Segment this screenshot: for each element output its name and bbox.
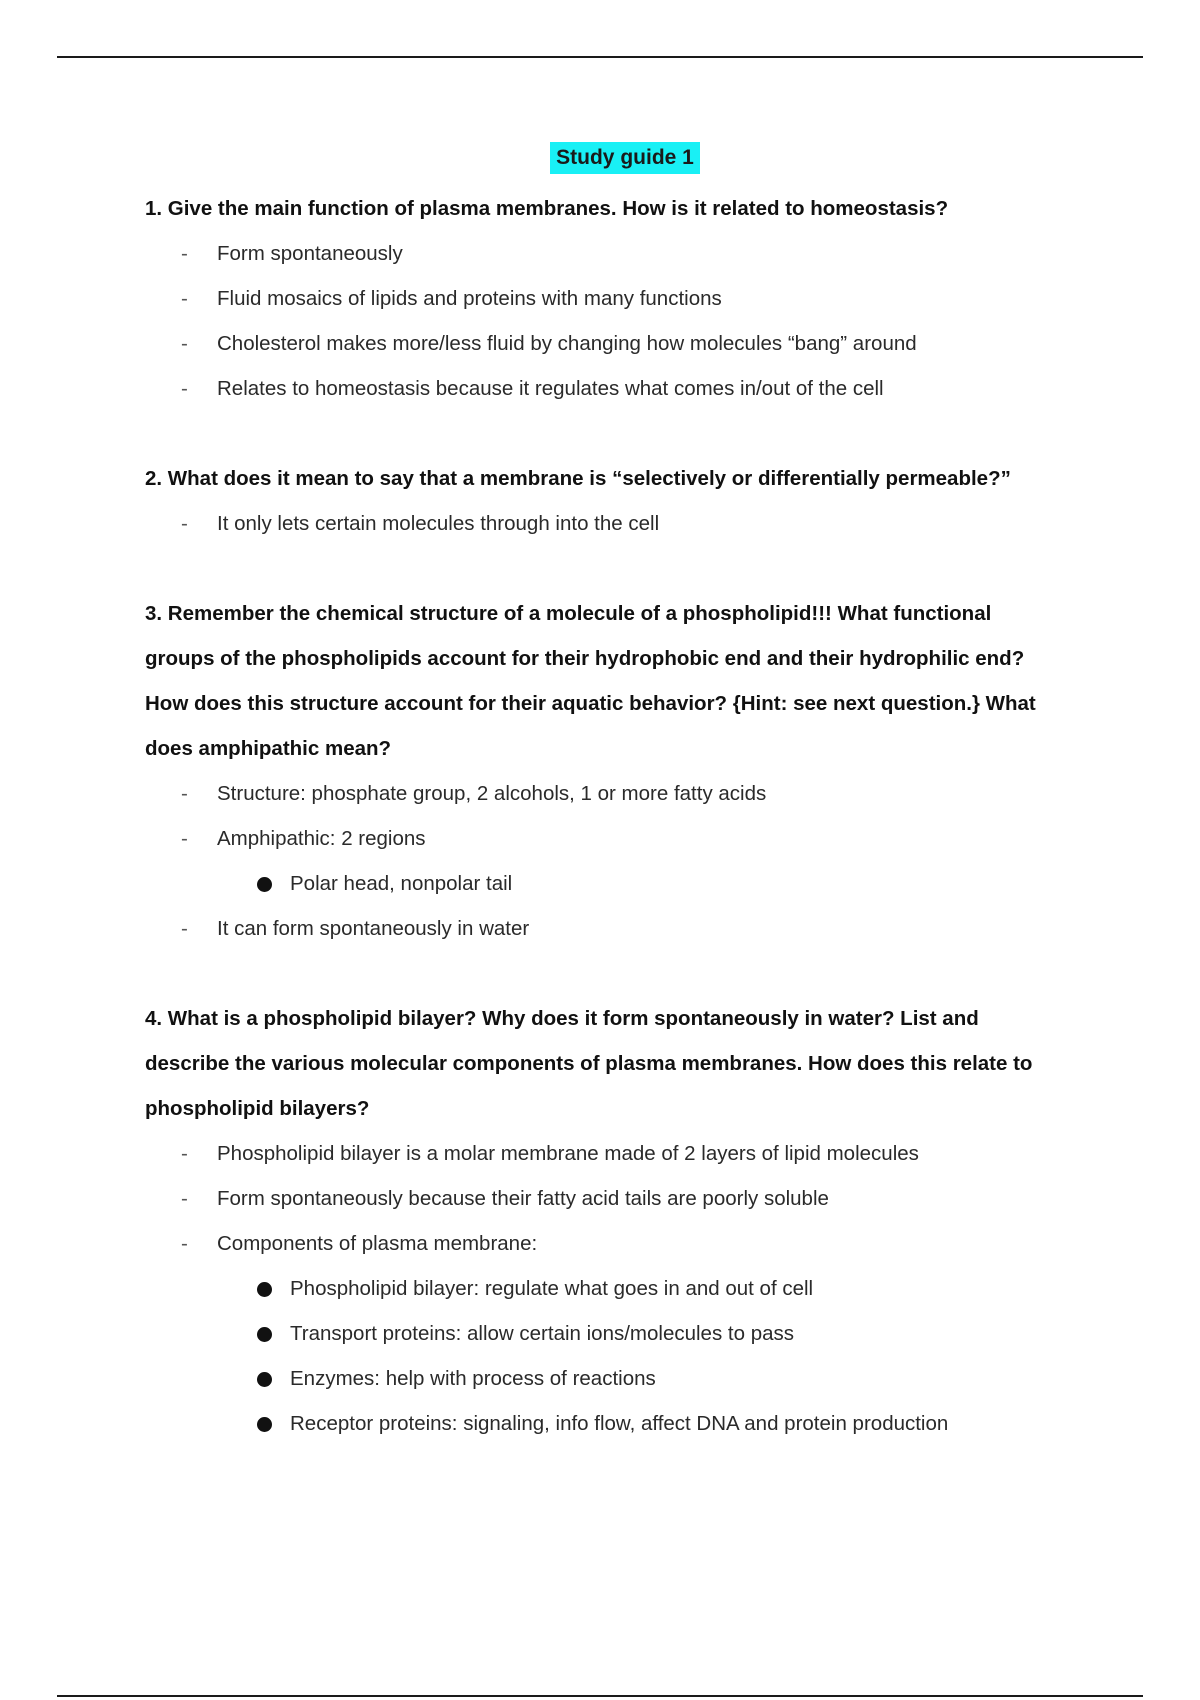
list-item (145, 1131, 1105, 1176)
question-4-line-2: describe the various molecular components of plasma membranes. How does this relate to (145, 1052, 1033, 1075)
list-item-text: Receptor proteins: signaling, info flow, affect DNA and protein production (290, 1412, 949, 1435)
answer-list-2 (145, 501, 1105, 546)
bottom-rule (57, 1695, 1143, 1697)
question-3-line-4: does amphipathic mean? (145, 737, 392, 760)
dash-marker: - (181, 827, 188, 850)
title-wrap (145, 142, 1105, 178)
question-2: 2. What does it mean to say that a membrane is “selectively or differentially permeable?” (145, 467, 1011, 490)
dash-marker: - (181, 782, 188, 805)
list-item (145, 501, 1105, 546)
list-item-text: Polar head, nonpolar tail (290, 872, 513, 895)
page-title: Study guide 1 (550, 142, 700, 174)
question-1: 1. Give the main function of plasma membranes. How is it related to homeostasis? (145, 197, 949, 220)
question-3-line-1: 3. Remember the chemical structure of a molecule of a phospholipid!!! What functional (145, 602, 992, 625)
sub-list-item (145, 1266, 1105, 1311)
list-item (145, 771, 1105, 816)
list-item-text: Phospholipid bilayer: regulate what goes in and out of cell (290, 1277, 814, 1300)
list-item-text: Transport proteins: allow certain ions/molecules to pass (290, 1322, 795, 1345)
sub-list-item (145, 861, 1105, 906)
question-3-line-2: groups of the phospholipids account for their hydrophobic end and their hydrophilic end? (145, 647, 1025, 670)
list-item-text: Amphipathic: 2 regions (217, 827, 426, 850)
list-item-text: Relates to homeostasis because it regulates what comes in/out of the cell (217, 377, 884, 400)
spacer (145, 411, 1105, 456)
list-item-text: It only lets certain molecules through into the cell (217, 512, 660, 535)
section-3 (145, 591, 1105, 951)
dash-marker: - (181, 377, 188, 400)
list-item-text: Enzymes: help with process of reactions (290, 1367, 656, 1390)
sub-list-item (145, 1356, 1105, 1401)
list-item-text: Components of plasma membrane: (217, 1232, 538, 1255)
list-item-text: Fluid mosaics of lipids and proteins with many functions (217, 287, 722, 310)
list-item (145, 231, 1105, 276)
dash-marker: - (181, 1232, 188, 1255)
question-3-line-3: How does this structure account for their aquatic behavior? {Hint: see next question.} What (145, 692, 1036, 715)
section-4 (145, 996, 1105, 1446)
list-item (145, 1221, 1105, 1266)
sub-list-item (145, 1311, 1105, 1356)
list-item (145, 366, 1105, 411)
top-rule (57, 56, 1143, 58)
list-item-text: It can form spontaneously in water (217, 917, 530, 940)
list-item-text: Phospholipid bilayer is a molar membrane made of 2 layers of lipid molecules (217, 1142, 919, 1165)
answer-list-4 (145, 1131, 1105, 1446)
sub-list-item (145, 1401, 1105, 1446)
section-2 (145, 456, 1105, 546)
list-item-text: Form spontaneously (217, 242, 403, 265)
spacer (145, 546, 1105, 591)
bullet-dot-icon (257, 1417, 272, 1432)
question-4-line-3: phospholipid bilayers? (145, 1097, 370, 1120)
section-1 (145, 186, 1105, 411)
bullet-dot-icon (257, 1282, 272, 1297)
document-body (145, 142, 1105, 1446)
dash-marker: - (181, 242, 188, 265)
dash-marker: - (181, 332, 188, 355)
bullet-dot-icon (257, 877, 272, 892)
list-item-text: Form spontaneously because their fatty acid tails are poorly soluble (217, 1187, 829, 1210)
dash-marker: - (181, 287, 188, 310)
list-item (145, 321, 1105, 366)
list-item (145, 816, 1105, 861)
answer-list-1 (145, 231, 1105, 411)
question-4-line-1: 4. What is a phospholipid bilayer? Why does it form spontaneously in water? List and (145, 1007, 979, 1030)
dash-marker: - (181, 1187, 188, 1210)
list-item (145, 1176, 1105, 1221)
dash-marker: - (181, 917, 188, 940)
dash-marker: - (181, 512, 188, 535)
bullet-dot-icon (257, 1372, 272, 1387)
bullet-dot-icon (257, 1327, 272, 1342)
dash-marker: - (181, 1142, 188, 1165)
list-item-text: Structure: phosphate group, 2 alcohols, 1 or more fatty acids (217, 782, 767, 805)
answer-list-3 (145, 771, 1105, 951)
list-item-text: Cholesterol makes more/less fluid by changing how molecules “bang” around (217, 332, 917, 355)
spacer (145, 951, 1105, 996)
list-item (145, 276, 1105, 321)
list-item (145, 906, 1105, 951)
